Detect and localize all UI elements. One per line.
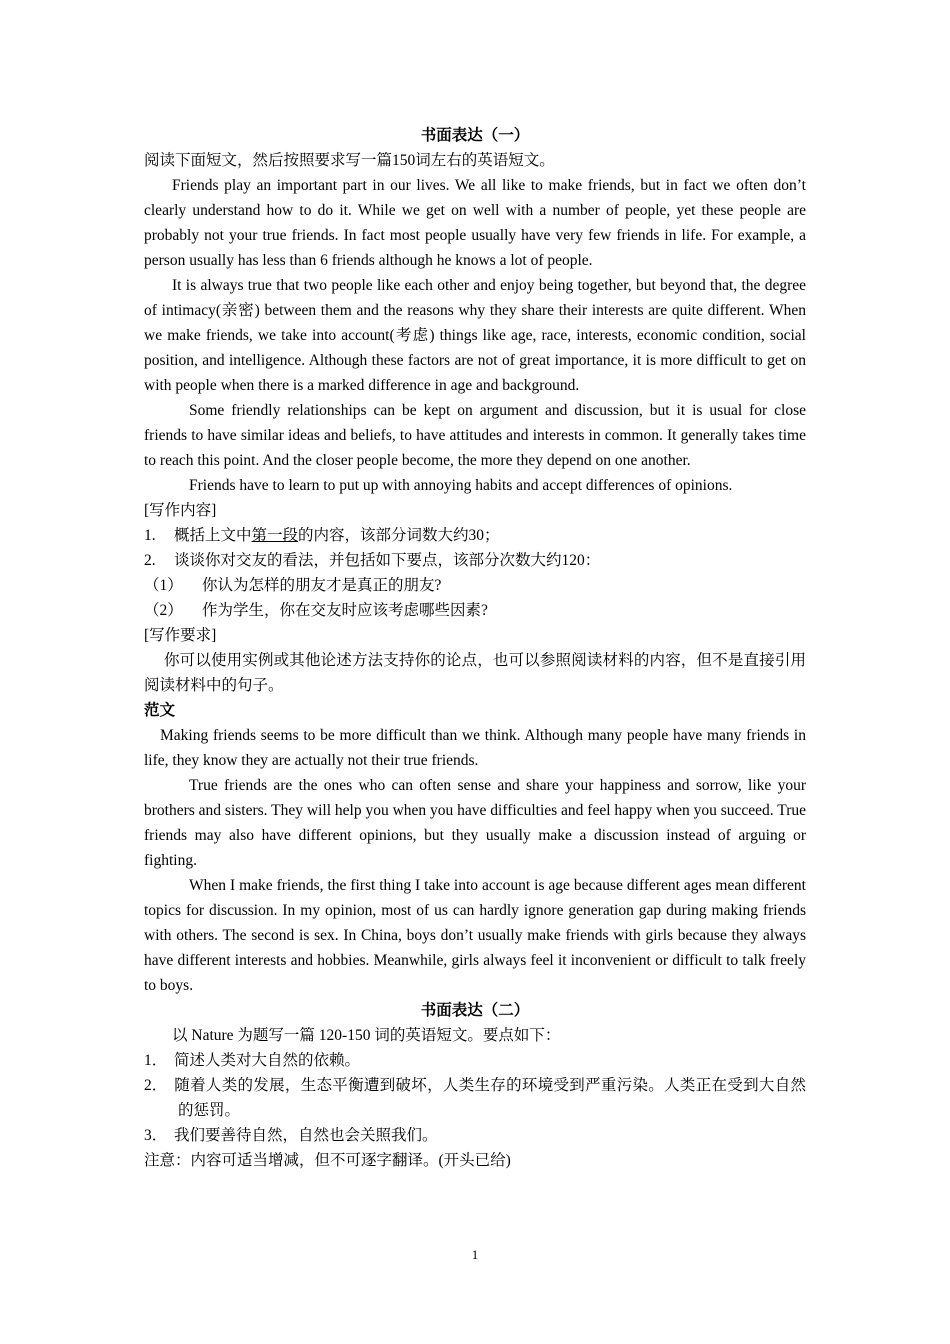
passage-paragraph-3: Some friendly relationships can be kept on argument and discussion, but it is usual for close friends to have similar ideas and beliefs, to have attitudes and interests in common. It generally takes time to reach this point. And the closer people become, the more they depend on one another. [144,402,806,469]
section1-instruction: 阅读下面短文，然后按照要求写一篇150词左右的英语短文。 [144,152,555,169]
content-subitem-1 [144,573,806,598]
requirement-text: 你可以使用实例或其他论述方法支持你的论点，也可以参照阅读材料的内容，但不是直接引用阅读材料中的句子。 [144,652,806,694]
passage-paragraph-1: Friends play an important part in our lives. We all like to make friends, but in fact we often don’t clearly understand how to do it. While we get on well with a number of people, yet these people are probably not your true friends. In fact most people usually have very few friends in life. For example, a person usually has less than 6 friends although he knows a lot of people. [144,177,806,269]
subitem-number: （2） [144,602,183,619]
section2-point-1 [144,1048,806,1073]
document-page [144,123,806,1173]
point-text: 随着人类的发展，生态平衡遭到破坏，人类生存的环境受到严重污染。人类正在受到大自然的惩罚。 [174,1077,806,1119]
underlined-text: 第一段 [251,527,299,544]
point-text: 我们要善待自然，自然也会关照我们。 [174,1127,438,1144]
content-item-1 [144,523,806,548]
content-heading: [写作内容] [144,502,217,519]
point-number: 2． [144,1077,168,1094]
requirement-heading: [写作要求] [144,627,217,644]
subitem-number: （1） [144,577,183,594]
subitem-text: 作为学生，你在交友时应该考虑哪些因素? [202,602,488,619]
content-subitem-2 [144,598,806,623]
subitem-text: 你认为怎样的朋友才是真正的朋友? [202,577,442,594]
sample-paragraph-2: True friends are the ones who can often sense and share your happiness and sorrow, like your brothers and sisters. They will help you when you have difficulties and feel happy when you succeed. True friends may also have different opinions, but they usually make a discussion instead of arguing or fighting. [144,777,806,869]
passage-paragraph-2: It is always true that two people like each other and enjoy being together, but beyond that, the degree of intimacy(亲密) between them and the reasons why they share their interests are quite different. When we make friends, we take into account(考虑) things like age, race, interests, economic condition, social position, and intelligence. Although these factors are not of great importance, it is more difficult to get on with people when there is a marked difference in age and background. [144,277,806,394]
item-text: 谈谈你对交友的看法，并包括如下要点，该部分次数大约120： [174,552,601,569]
point-text: 简述人类对大自然的依赖。 [174,1052,361,1069]
sample-paragraph-3: When I make friends, the first thing I take into account is age because different ages mean different topics for discussion. In my opinion, most of us can hardly ignore generation gap during making friends with others. The second is sex. In China, boys don’t usually make friends with girls because they always have different interests and hobbies. Meanwhile, girls always feel it inconvenient or difficult to talk freely to boys. [144,877,806,994]
passage-paragraph-4: Friends have to learn to put up with annoying habits and accept differences of opinions. [189,477,733,494]
sample-paragraph-1: Making friends seems to be more difficult than we think. Although many people have many friends in life, they know they are actually not their true friends. [144,727,806,769]
section1-title: 书面表达（一） [420,127,530,144]
point-number: 3． [144,1127,168,1144]
item-text: 的内容，该部分词数大约30； [298,527,500,544]
sample-heading: 范文 [144,702,176,719]
item-number: 2. [144,552,156,569]
section2-point-2 [144,1073,806,1123]
content-item-2 [144,548,806,573]
point-number: 1． [144,1052,168,1069]
page-number: 1 [471,1247,479,1262]
section2-instruction: 以 Nature 为题写一篇 120-150 词的英语短文。要点如下： [172,1027,561,1044]
section2-point-3 [144,1123,806,1148]
section2-title: 书面表达（二） [420,1002,530,1019]
section2-note: 注意：内容可适当增减，但不可逐字翻译。(开头已给) [144,1152,511,1169]
item-number: 1. [144,527,156,544]
item-text: 概括上文中 [174,527,252,544]
